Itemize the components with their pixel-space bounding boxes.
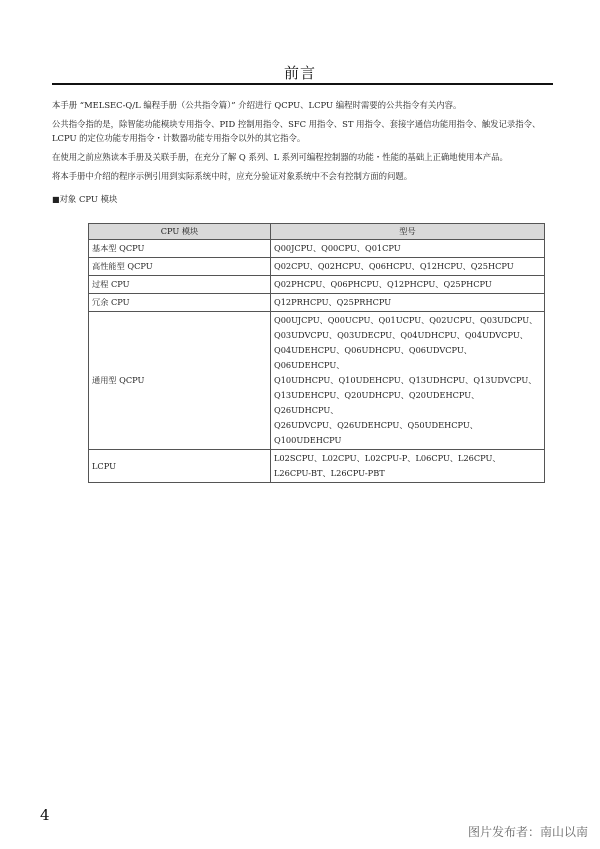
table-row [89, 240, 545, 258]
table-body [89, 240, 545, 483]
model-line: L26CPU-BT、L26CPU-PBT [274, 468, 385, 478]
cpu-module-cell: 通用型 QCPU [89, 312, 271, 450]
model-line: L02SCPU、L02CPU、L02CPU-P、L06CPU、L26CPU、 [274, 453, 501, 463]
model-line: Q13UDEHCPU、Q20UDHCPU、Q20UDEHCPU、Q26UDHCPU、 [274, 390, 480, 415]
table-row [89, 276, 545, 294]
intro-paragraph: 本手册 “MELSEC-Q/L 编程手册（公共指令篇）” 介绍进行 QCPU、LCPU 编程时需要的公共指令有关内容。 [52, 100, 462, 110]
cpu-module-cell: 高性能型 QCPU [89, 258, 271, 276]
caution-paragraph: 将本手册中介绍的程序示例引用到实际系统中时，应充分验证对象系统中不会有控制方面的问题。 [52, 171, 413, 181]
model-line: Q04UDEHCPU、Q06UDHCPU、Q06UDVCPU、Q06UDEHCPU、 [274, 345, 472, 370]
section-heading [52, 192, 552, 207]
model-cell [271, 450, 545, 483]
model-line: Q10UDHCPU、Q10UDEHCPU、Q13UDHCPU、Q13UDVCPU、 [274, 375, 537, 385]
model-line: Q02PHCPU、Q06PHCPU、Q12PHCPU、Q25PHCPU [274, 279, 492, 289]
table-header-row [89, 224, 545, 240]
section-heading-label: 对象 CPU 模块 [59, 194, 118, 204]
square-bullet-icon: ■ [52, 195, 60, 204]
model-cell [271, 312, 545, 450]
cpu-module-cell: LCPU [89, 450, 271, 483]
model-line: Q00UJCPU、Q00UCPU、Q01UCPU、Q02UCPU、Q03UDCPU、 [274, 315, 538, 325]
table-row [89, 294, 545, 312]
cpu-module-cell: 冗余 CPU [89, 294, 271, 312]
cpu-module-cell: 基本型 QCPU [89, 240, 271, 258]
model-cell [271, 258, 545, 276]
table-row [89, 450, 545, 483]
usage-paragraph: 在使用之前应熟读本手册及关联手册，在充分了解 Q 系列、L 系列可编程控制器的功能・性能的基础上正确地使用本产品。 [52, 152, 508, 162]
title-rule [52, 83, 553, 85]
model-cell [271, 294, 545, 312]
model-cell [271, 240, 545, 258]
page-title: 前言 [283, 64, 316, 82]
page-number: 4 [40, 806, 50, 824]
publisher-watermark: 图片发布者：南山以南 [467, 825, 588, 839]
table-row [89, 258, 545, 276]
definition-paragraph: 公共指令指的是，除智能功能模块专用指令、PID 控制用指令、SFC 用指令、ST 用指令、套接字通信功能用指令、触发记录指令、LCPU 的定位功能专用指令・计数器功能专用指令以外的其它指令。 [52, 119, 541, 143]
table-row [89, 312, 545, 450]
model-line: Q02CPU、Q02HCPU、Q06HCPU、Q12HCPU、Q25HCPU [274, 261, 514, 271]
model-cell [271, 276, 545, 294]
cpu-module-cell: 过程 CPU [89, 276, 271, 294]
model-line: Q00JCPU、Q00CPU、Q01CPU [274, 243, 401, 253]
model-line: Q12PRHCPU、Q25PRHCPU [274, 297, 392, 307]
column-header-module: CPU 模块 [89, 224, 271, 240]
column-header-model: 型号 [271, 224, 545, 240]
body-text [52, 98, 552, 207]
model-line: Q26UDVCPU、Q26UDEHCPU、Q50UDEHCPU、Q100UDEHCPU [274, 420, 478, 445]
cpu-module-table [88, 223, 545, 483]
model-line: Q03UDVCPU、Q03UDECPU、Q04UDHCPU、Q04UDVCPU、 [274, 330, 528, 340]
